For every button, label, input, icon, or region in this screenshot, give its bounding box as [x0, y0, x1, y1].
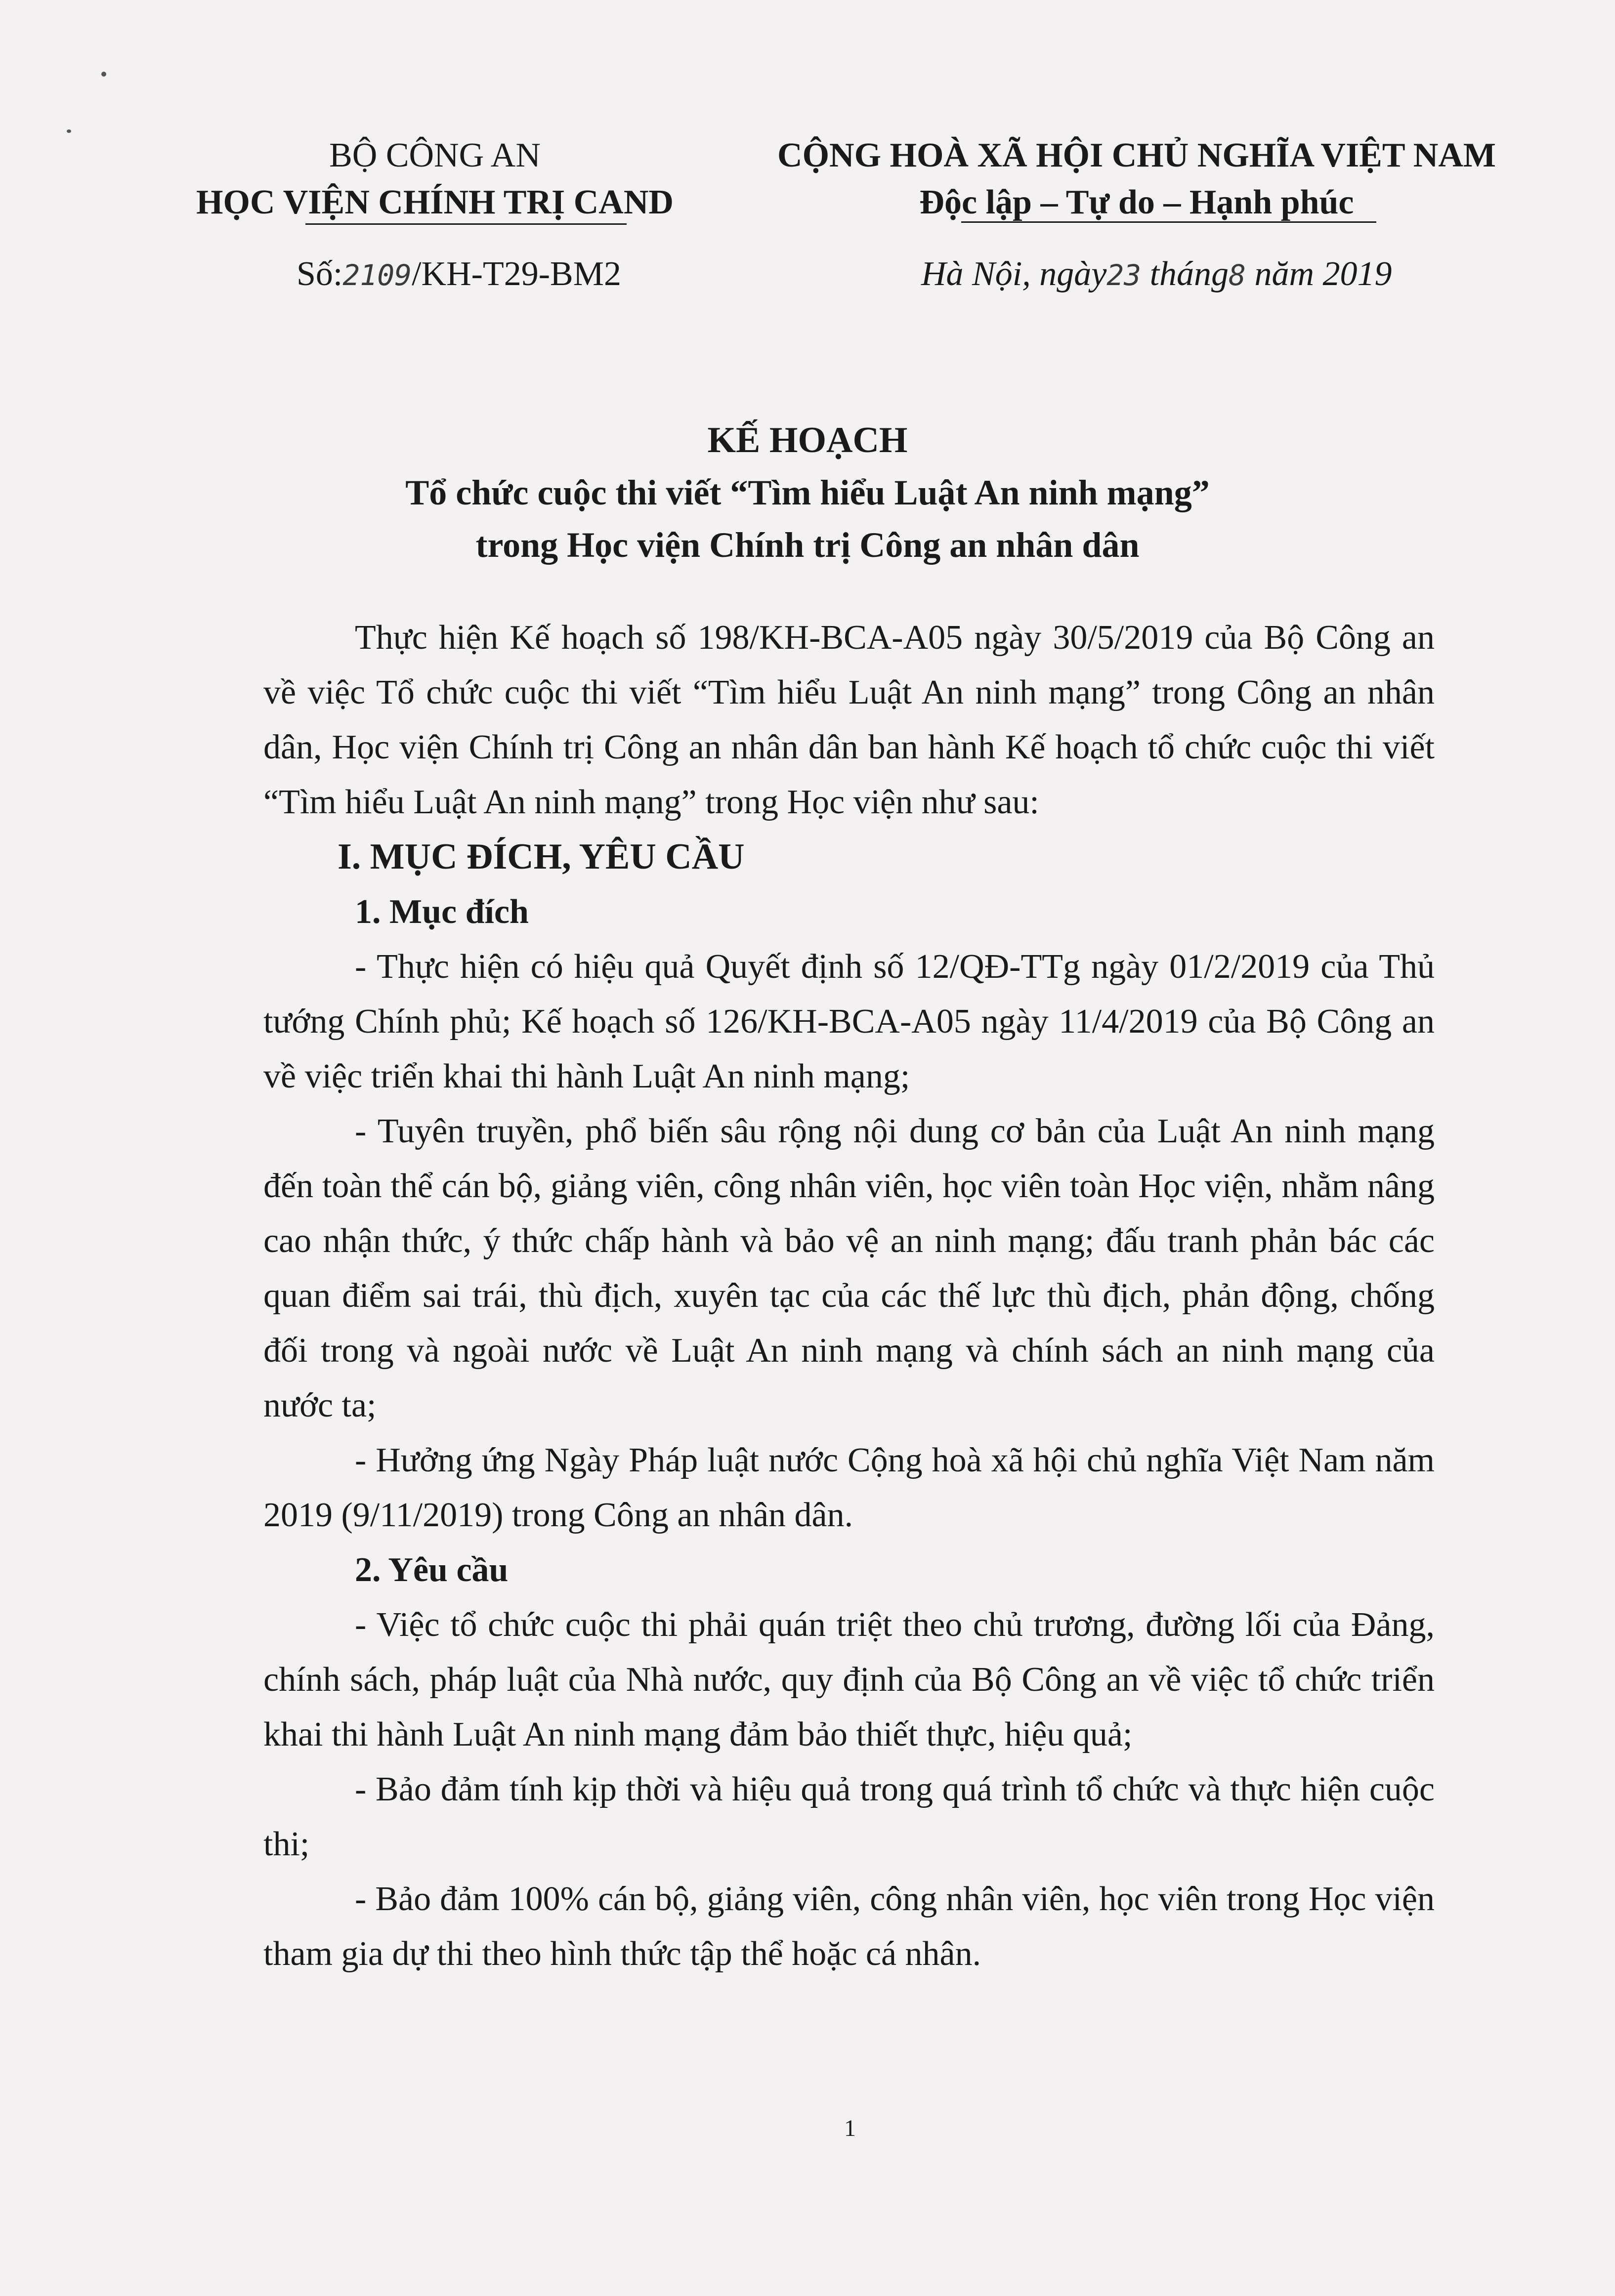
requirement-item: - Bảo đảm tính kịp thời và hiệu quả trong quá trình tổ chức và thực hiện cuộc thi;: [263, 1770, 1435, 1863]
page-number: 1: [844, 2115, 856, 2141]
national-motto: Độc lập – Tự do – Hạnh phúc: [919, 183, 1354, 221]
national-heading: [756, 133, 1517, 227]
date-month-handwritten: 8: [1229, 258, 1246, 292]
requirement-item: - Việc tổ chức cuộc thi phải quán triệt theo chủ trương, đường lối của Đảng, chính sách, pháp luật của Nhà nước, quy định của Bộ Công an về việc tổ chức triển khai thi hành Luật An ninh mạng đảm bảo thiết thực, hiệu quả;: [263, 1606, 1435, 1753]
intro-paragraph: Thực hiện Kế hoạch số 198/KH-BCA-A05 ngày 30/5/2019 của Bộ Công an về việc Tổ chức cuộc thi viết “Tìm hiểu Luật An ninh mạng” trong Công an nhân dân, Học viện Chính trị Công an nhân dân ban hành Kế hoạch tổ chức cuộc thi viết “Tìm hiểu Luật An ninh mạng” trong Học viện như sau:: [263, 619, 1435, 821]
issuer-block: [163, 133, 707, 227]
motto-underline: [961, 221, 1376, 223]
title-main: KẾ HOẠCH: [707, 420, 908, 460]
date-year: năm 2019: [1254, 255, 1392, 293]
scan-speck: [67, 129, 71, 133]
date-month-label: tháng: [1149, 255, 1229, 293]
subsection-heading-purpose: 1. Mục đích: [355, 893, 529, 931]
title-line-1: Tổ chức cuộc thi viết “Tìm hiểu Luật An ninh mạng”: [405, 473, 1210, 512]
requirement-item: - Bảo đảm 100% cán bộ, giảng viên, công nhân viên, học viên trong Học viện tham gia dự thi theo hình thức tập thể hoặc cá nhân.: [263, 1880, 1435, 1973]
academy-underline: [305, 223, 627, 225]
doc-number-prefix: Số:: [297, 255, 343, 293]
scan-speck: [101, 72, 106, 77]
date-day-handwritten: 23: [1106, 258, 1142, 292]
date-place: Hà Nội, ngày: [921, 255, 1107, 293]
document-number: [297, 254, 621, 294]
ministry-name: BỘ CÔNG AN: [329, 136, 541, 174]
section-heading: I. MỤC ĐÍCH, YÊU CẦU: [338, 836, 745, 877]
republic-name: CỘNG HOÀ XÃ HỘI CHỦ NGHĨA VIỆT NAM: [777, 136, 1496, 174]
purpose-item: - Hưởng ứng Ngày Pháp luật nước Cộng hoà xã hội chủ nghĩa Việt Nam năm 2019 (9/11/2019) trong Công an nhân dân.: [263, 1441, 1435, 1534]
title-line-2: trong Học viện Chính trị Công an nhân dân: [475, 525, 1140, 565]
document-date: [921, 254, 1392, 294]
document-title: [0, 414, 1615, 571]
doc-number-suffix: /KH-T29-BM2: [412, 255, 621, 293]
document-body: [263, 610, 1435, 1981]
doc-number-handwritten: 2109: [342, 258, 412, 292]
academy-name: HỌC VIỆN CHÍNH TRỊ CAND: [196, 183, 674, 221]
purpose-item: - Thực hiện có hiệu quả Quyết định số 12/QĐ-TTg ngày 01/2/2019 của Thủ tướng Chính phủ; Kế hoạch số 126/KH-BCA-A05 ngày 11/4/2019 của Bộ Công an về việc triển khai thi hành Luật An ninh mạng;: [263, 948, 1435, 1095]
subsection-heading-requirements: 2. Yêu cầu: [355, 1551, 509, 1589]
purpose-item: - Tuyên truyền, phổ biến sâu rộng nội dung cơ bản của Luật An ninh mạng đến toàn thể cán bộ, giảng viên, công nhân viên, học viên toàn Học viện, nhằm nâng cao nhận thức, ý thức chấp hành và bảo vệ an ninh mạng; đấu tranh phản bác các quan điểm sai trái, thù địch, xuyên tạc của các thế lực thù địch, phản động, chống đối trong và ngoài nước về Luật An ninh mạng và chính sách an ninh mạng của nước ta;: [263, 1112, 1435, 1424]
